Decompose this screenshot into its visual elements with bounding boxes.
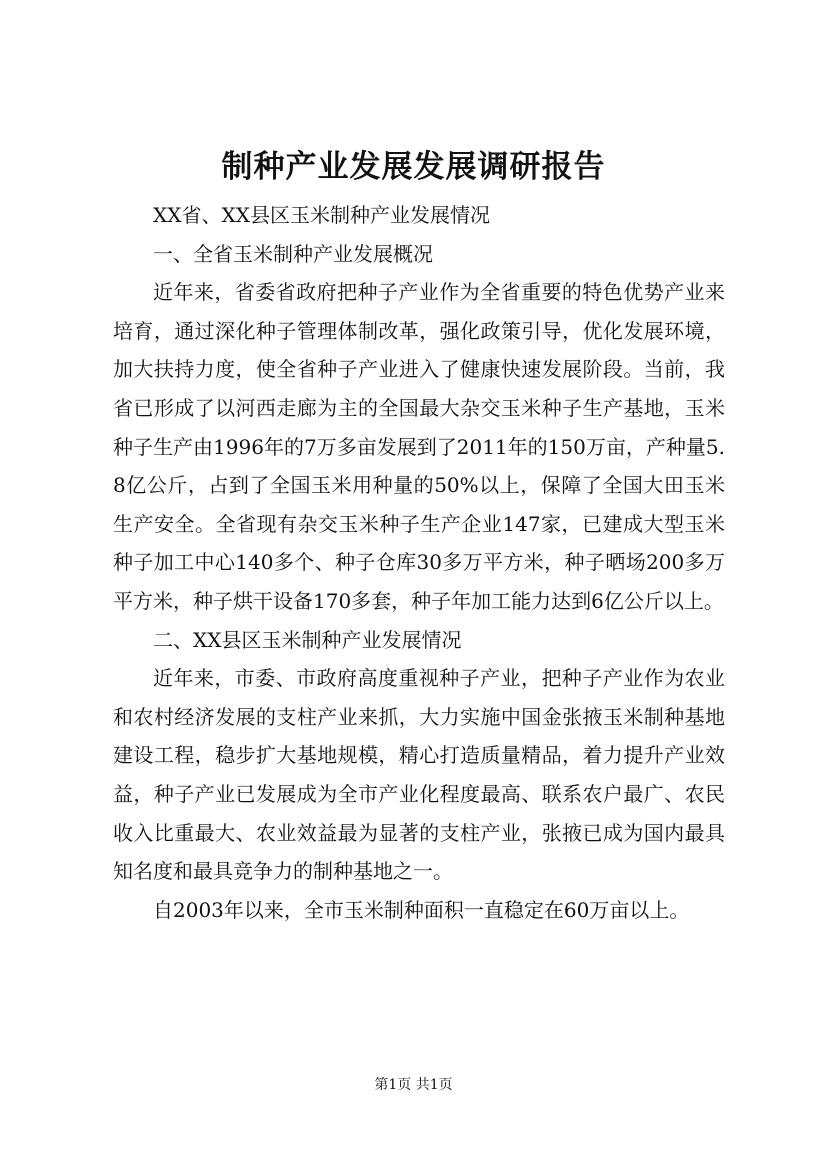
section-1-heading: 一、全省玉米制种产业发展概况 [153,241,433,266]
section-2-paragraph-2: 自2003年以来，全市玉米制种面积一直稳定在60万亩以上。 [153,897,690,922]
page-number-footer: 第1页 共1页 [374,1077,453,1093]
document-subtitle: XX省、XX县区玉米制种产业发展情况 [153,203,490,227]
document-title: 制种产业发展发展调研报告 [221,149,606,185]
section-1-paragraph: 近年来，省委省政府把种子产业作为全省重要的特色优势产业来培育，通过深化种子管理体制改革，强化政策引导，优化发展环境，加大扶持力度，使全省种子产业进入了健康快速发展阶段。当前，我省已形成了以河西走廊为主的全国最大杂交玉米种子生产基地，玉米种子生产由1996年的7万多亩发展到了2011年的150万亩，产种量5.8亿公斤，占到了全国玉米用种量的50%以上，保障了全国大田玉米生产安全。全省现有杂交玉米种子生产企业147家，已建成大型玉米种子加工中心140多个、种子仓库30多万平方米，种子晒场200多万平方米，种子烘干设备170多套，种子年加工能力达到6亿公斤以上。 [113,280,725,613]
section-2-paragraph: 近年来，市委、市政府高度重视种子产业，把种子产业作为农业和农村经济发展的支柱产业来抓，大力实施中国金张掖玉米制种基地建设工程，稳步扩大基地规模，精心打造质量精品，着力提升产业效益，种子产业已发展成为全市产业化程度最高、联系农户最广、农民收入比重最大、农业效益最为显著的支柱产业，张掖已成为国内最具知名度和最具竞争力的制种基地之一。 [113,666,725,884]
document-body [113,196,725,929]
section-2-heading: 二、XX县区玉米制种产业发展情况 [153,627,462,652]
